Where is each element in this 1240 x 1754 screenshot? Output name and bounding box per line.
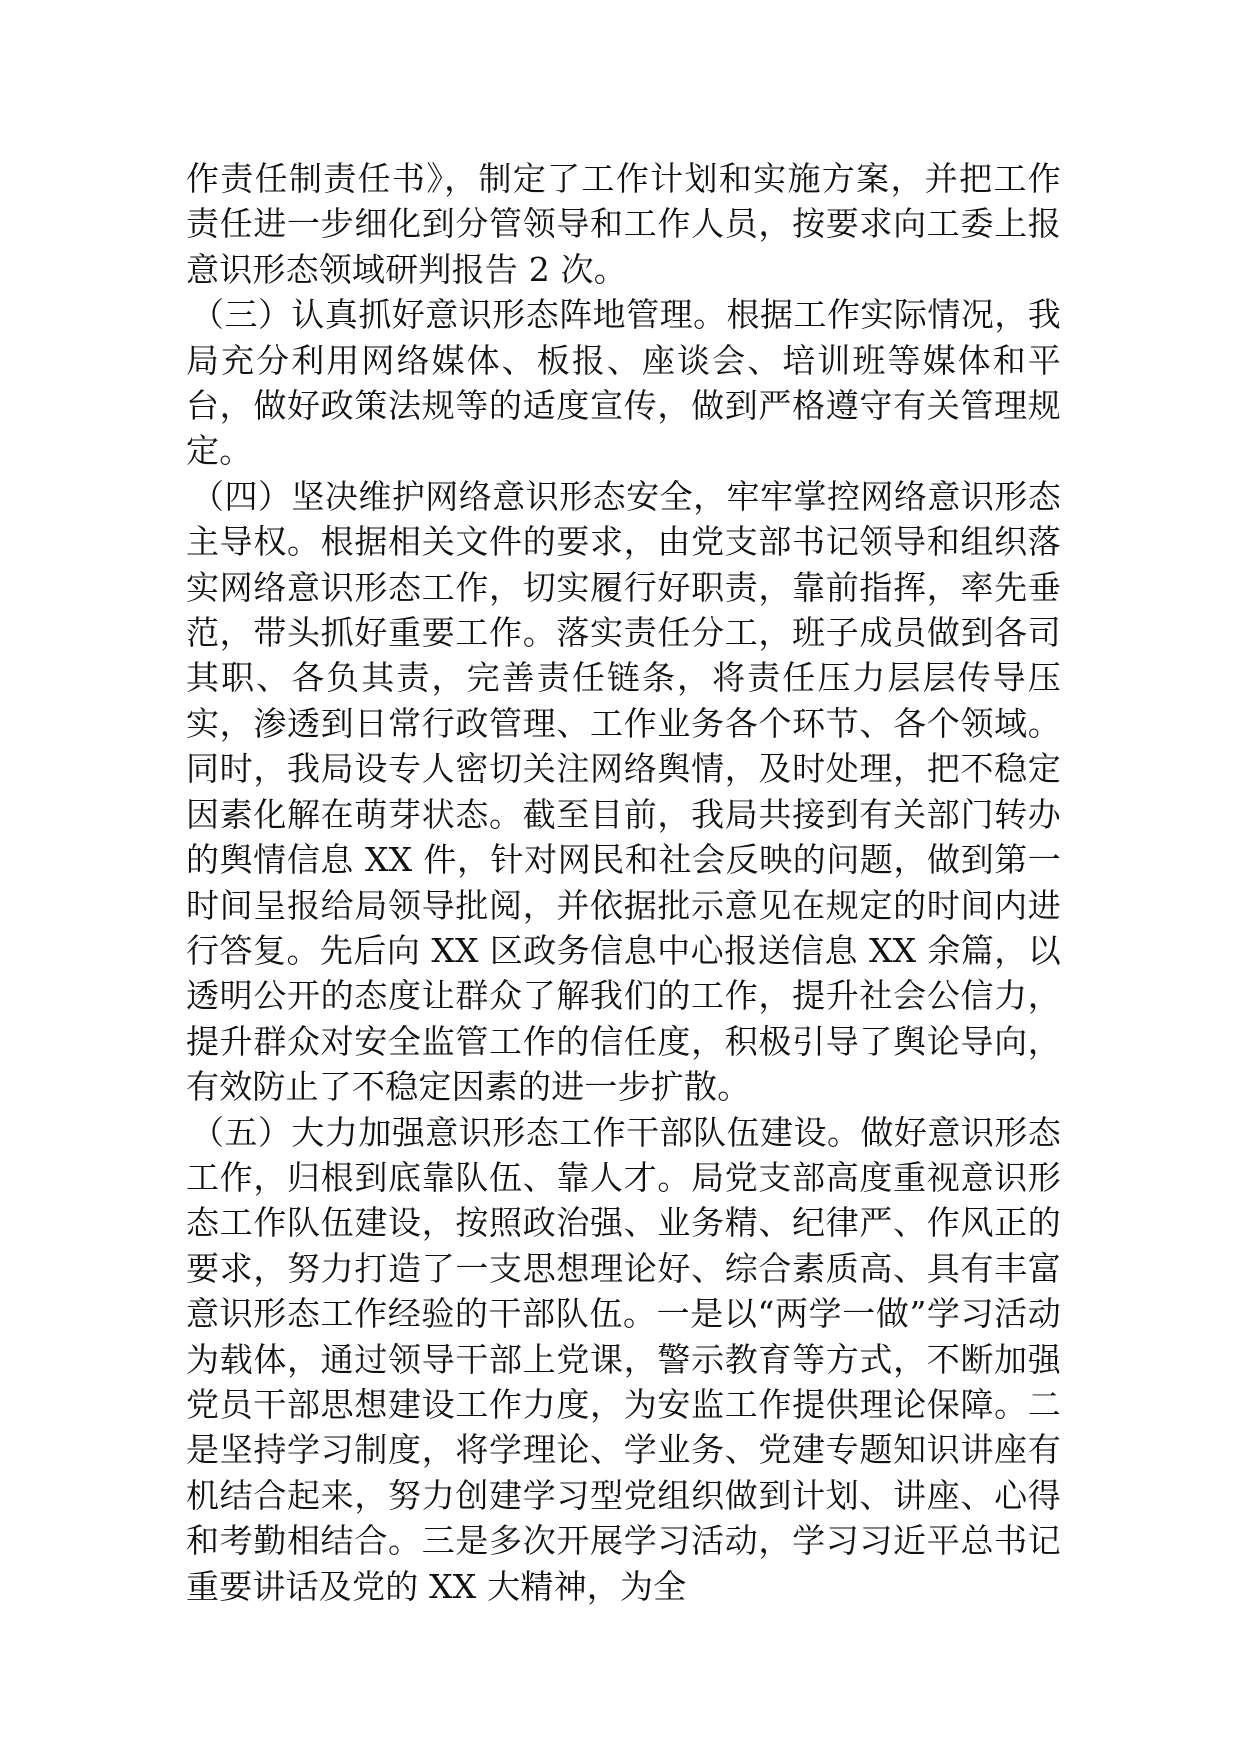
paragraph-section-5: （五）大力加强意识形态工作干部队伍建设。做好意识形态工作，归根到底靠队伍、靠人才。局党支部高度重视意识形态工作队伍建设，按照政治强、业务精、纪律严、作风正的要求，努力打造了一支思想理论好、综合素质高、具有丰富意识形态工作经验的干部队伍。一是以“两学一做”学习活动为载体，通过领导干部上党课，警示教育等方式，不断加强党员干部思想建设工作力度，为安监工作提供理论保障。二是坚持学习制度，将学理论、学业务、党建专题知识讲座有机结合起来，努力创建学习型党组织做到计划、讲座、心得和考勤相结合。三是多次开展学习活动，学习习近平总书记重要讲话及党的 XX 大精神，为全 [186,1112,1061,1606]
document-body [186,156,1061,1609]
paragraph-continuation: 作责任制责任书》，制定了工作计划和实施方案，并把工作责任进一步细化到分管领导和工作人员，按要求向工委上报意识形态领域研判报告 2 次。 [186,159,1061,289]
paragraph-section-3: （三）认真抓好意识形态阵地管理。根据工作实际情况，我局充分利用网络媒体、板报、座谈会、培训班等媒体和平台，做好政策法规等的适度宣传，做到严格遵守有关管理规定。 [186,295,1061,471]
paragraph-section-4: （四）坚决维护网络意识形态安全，牢牢掌控网络意识形态主导权。根据相关文件的要求，由党支部书记领导和组织落实网络意识形态工作，切实履行好职责，靠前指挥，率先垂范，带头抓好重要工作。落实责任分工，班子成员做到各司其职、各负其责，完善责任链条，将责任压力层层传导压实，渗透到日常行政管理、工作业务各个环节、各个领域。同时，我局设专人密切关注网络舆情，及时处理，把不稳定因素化解在萌芽状态。截至目前，我局共接到有关部门转办的舆情信息 XX 件，针对网民和社会反映的问题，做到第一时间呈报给局领导批阅，并依据批示意见在规定的时间内进行答复。先后向 XX 区政务信息中心报送信息 XX 余篇，以透明公开的态度让群众了解我们的工作，提升社会公信力，提升群众对安全监管工作的信任度，积极引导了舆论导向，有效防止了不稳定因素的进一步扩散。 [186,476,1061,1107]
